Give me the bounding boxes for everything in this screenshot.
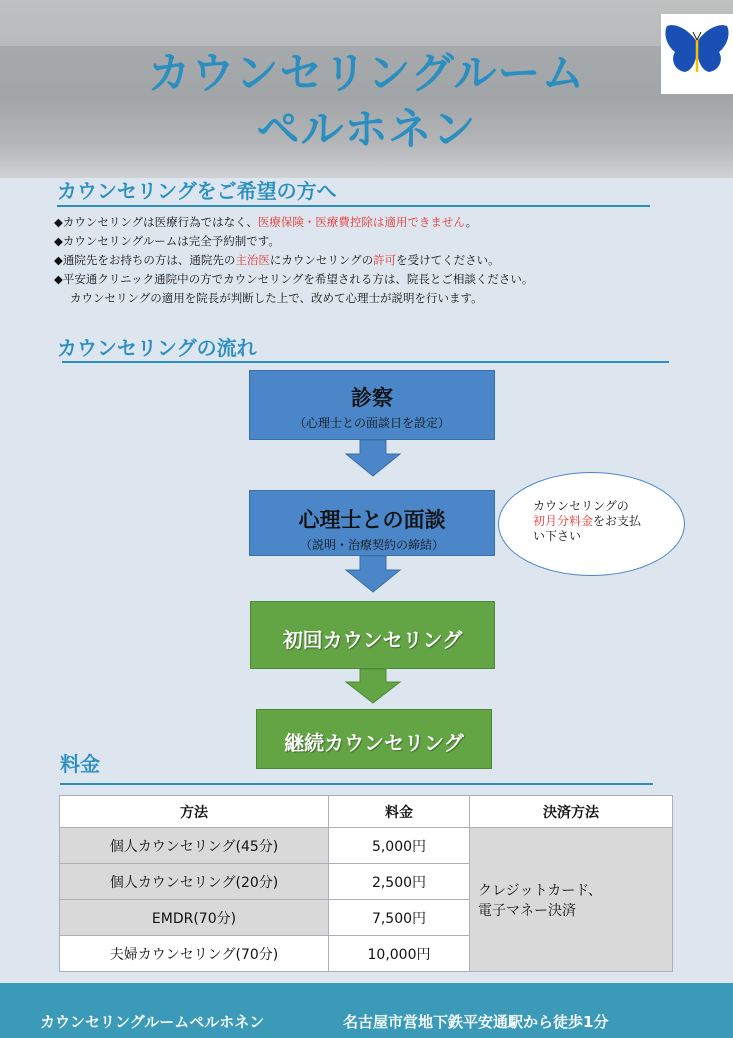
fees-divider bbox=[60, 783, 653, 785]
fees-heading: 料金 bbox=[60, 752, 100, 776]
diamond-bullet-icon: ◆ bbox=[54, 234, 63, 248]
price-cell: 5,000円 bbox=[329, 828, 470, 864]
warning-text: 許可 bbox=[373, 253, 397, 267]
page-subtitle: ペルホネン bbox=[256, 105, 477, 155]
list-item: ◆通院先をお持ちの方は、通院先の主治医にカウンセリングの許可を受けてください。 bbox=[54, 253, 500, 267]
method-cell: 個人カウンセリング(45分) bbox=[60, 828, 329, 864]
butterfly-logo-icon bbox=[661, 14, 733, 94]
fees-table bbox=[59, 795, 673, 972]
flow-step-interview: 心理士との面談 （説明・治療契約の締結） bbox=[249, 490, 495, 556]
column-header: 料金 bbox=[329, 796, 470, 828]
column-header: 方法 bbox=[60, 796, 329, 828]
footer-bar bbox=[0, 983, 733, 1038]
method-cell: EMDR(70分) bbox=[60, 900, 329, 936]
method-cell: 個人カウンセリング(20分) bbox=[60, 864, 329, 900]
intro-bullet-list bbox=[54, 213, 533, 308]
price-cell: 10,000円 bbox=[329, 936, 470, 972]
flow-step-exam: 診察 （心理士との面談日を設定） bbox=[249, 370, 495, 440]
diamond-bullet-icon: ◆ bbox=[54, 272, 63, 286]
table-row bbox=[60, 828, 673, 864]
warning-text: 初月分料金 bbox=[533, 514, 594, 528]
flow-step-first-counseling: 初回カウンセリング bbox=[250, 601, 495, 669]
intro-heading: カウンセリングをご希望の方へ bbox=[57, 179, 337, 203]
price-cell: 7,500円 bbox=[329, 900, 470, 936]
down-arrow-icon bbox=[346, 669, 400, 703]
method-cell: 夫婦カウンセリング(70分) bbox=[60, 936, 329, 972]
list-item: ◆平安通クリニック通院中の方でカウンセリングを希望される方は、院長とご相談ください。 bbox=[54, 272, 534, 286]
payment-note-bubble: カウンセリングの 初月分料金をお支払 い下さい bbox=[498, 472, 685, 576]
footer-clinic-name: カウンセリングルームペルホネン bbox=[40, 1013, 265, 1031]
price-cell: 2,500円 bbox=[329, 864, 470, 900]
diamond-bullet-icon: ◆ bbox=[54, 215, 63, 229]
down-arrow-icon bbox=[346, 556, 400, 592]
payment-cell: クレジットカード、 電子マネー決済 bbox=[470, 828, 673, 972]
list-item: ◆カウンセリングルームは完全予約制です。 bbox=[54, 234, 280, 248]
footer-access-info: 名古屋市営地下鉄平安通駅から徒歩1分 bbox=[343, 1013, 609, 1031]
column-header: 決済方法 bbox=[470, 796, 673, 828]
flow-heading: カウンセリングの流れ bbox=[57, 336, 257, 360]
list-item: カウンセリングの適用を院長が判断した上で、改めて心理士が説明を行います。 bbox=[70, 291, 483, 305]
flow-step-continued-counseling: 継続カウンセリング bbox=[256, 709, 492, 769]
warning-text: 主治医 bbox=[235, 253, 270, 267]
intro-divider bbox=[57, 205, 650, 207]
header-banner bbox=[0, 0, 733, 178]
flow-divider bbox=[62, 361, 669, 363]
page-title: カウンセリングルーム bbox=[147, 49, 586, 99]
list-item: ◆カウンセリングは医療行為ではなく、医療保険・医療費控除は適用できません。 bbox=[54, 215, 478, 229]
warning-text: 医療保険・医療費控除は適用できません bbox=[257, 215, 466, 229]
table-header-row bbox=[60, 796, 673, 828]
down-arrow-icon bbox=[346, 440, 400, 476]
diamond-bullet-icon: ◆ bbox=[54, 253, 63, 267]
